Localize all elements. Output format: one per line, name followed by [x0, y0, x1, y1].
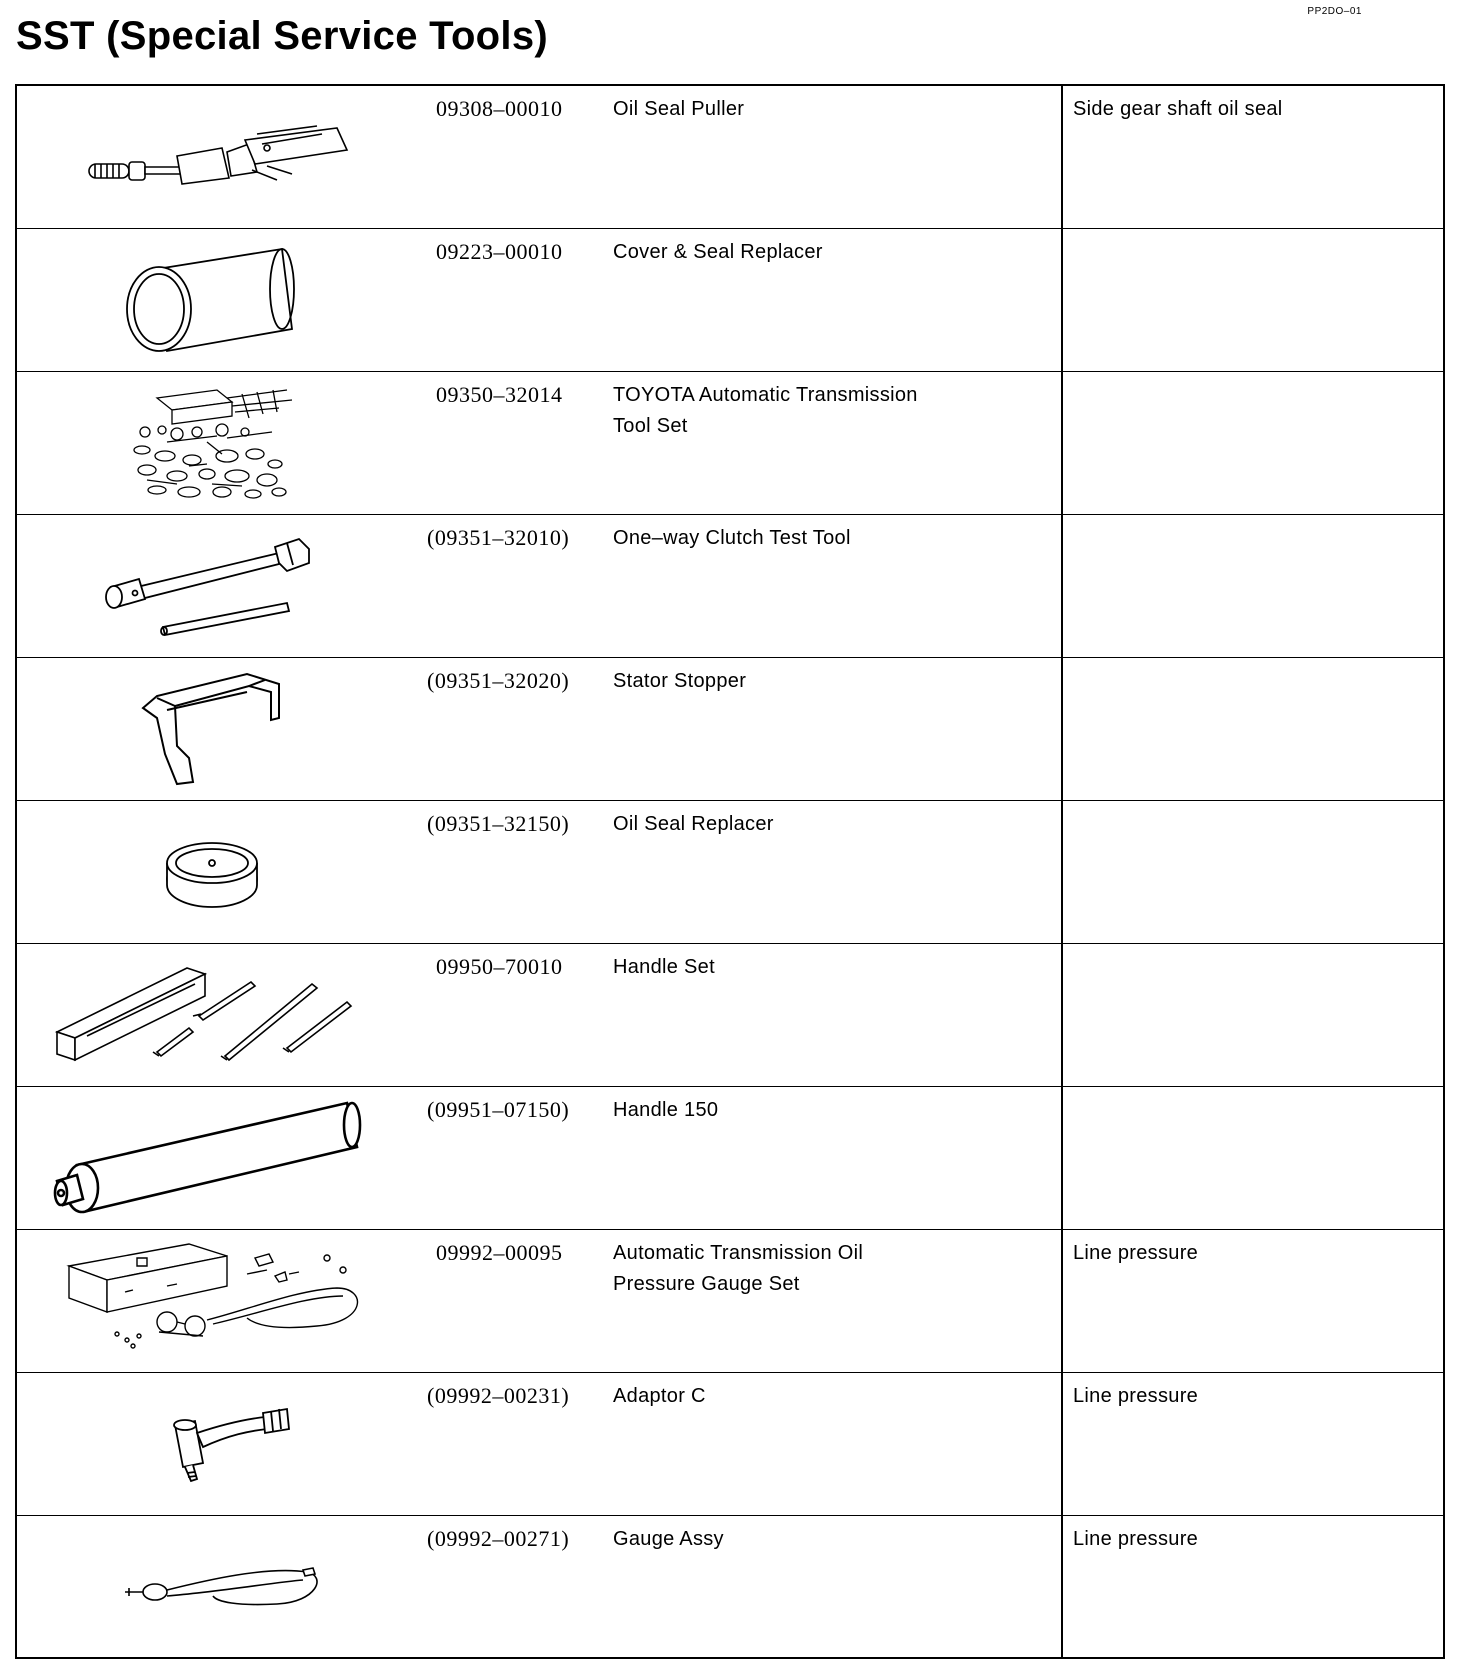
tool-name-line: Gauge Assy	[613, 1528, 724, 1550]
tool-name	[613, 809, 1053, 840]
document-code: PP2DO–01	[1307, 6, 1362, 17]
part-number: 09308–00010	[436, 96, 563, 121]
tool-row	[17, 1230, 1443, 1373]
tool-row	[17, 229, 1443, 372]
pressure-gauge-set-icon	[17, 1230, 427, 1372]
tool-row	[17, 1516, 1443, 1657]
tool-name-line: Cover & Seal Replacer	[613, 241, 823, 263]
tool-row	[17, 515, 1443, 658]
column-divider	[1061, 1516, 1063, 1657]
handle-set-icon	[17, 944, 427, 1086]
part-number: (09351–32010)	[427, 525, 570, 550]
tool-name	[613, 1238, 1053, 1300]
tool-name	[613, 1095, 1053, 1126]
tool-name-line: One–way Clutch Test Tool	[613, 527, 851, 549]
part-number: (09351–32020)	[427, 668, 570, 693]
tool-name-line: Handle 150	[613, 1099, 719, 1121]
tool-name-line: Oil Seal Replacer	[613, 813, 774, 835]
part-number: (09951–07150)	[427, 1097, 570, 1122]
tool-name-line: TOYOTA Automatic Transmission	[613, 384, 918, 406]
tool-row	[17, 944, 1443, 1087]
page-title: SST (Special Service Tools)	[16, 14, 548, 58]
tool-usage-note: Line pressure	[1073, 1528, 1199, 1550]
clutch-test-tool-icon	[17, 515, 427, 657]
tool-name	[613, 523, 1053, 554]
tool-row	[17, 372, 1443, 515]
column-divider	[1061, 658, 1063, 800]
tool-name-line: Automatic Transmission Oil	[613, 1242, 864, 1264]
part-number: 09223–00010	[436, 239, 563, 264]
tool-usage-note: Line pressure	[1073, 1242, 1199, 1264]
part-number: (09351–32150)	[427, 811, 570, 836]
handle-150-icon	[17, 1087, 427, 1229]
transmission-tool-set-icon	[17, 372, 427, 514]
tool-name	[613, 952, 1053, 983]
tool-name-line: Stator Stopper	[613, 670, 747, 692]
column-divider	[1061, 229, 1063, 371]
column-divider	[1061, 1087, 1063, 1229]
tool-row	[17, 1087, 1443, 1230]
tool-usage-note: Side gear shaft oil seal	[1073, 98, 1283, 120]
sst-table	[15, 84, 1445, 1659]
cover-seal-replacer-icon	[17, 229, 427, 371]
column-divider	[1061, 1230, 1063, 1372]
oil-seal-replacer-icon	[17, 801, 427, 943]
column-divider	[1061, 1373, 1063, 1515]
tool-name	[613, 1524, 1053, 1555]
tool-row	[17, 1373, 1443, 1516]
adaptor-c-icon	[17, 1373, 427, 1515]
column-divider	[1061, 944, 1063, 1086]
tool-name-line: Pressure Gauge Set	[613, 1273, 800, 1295]
column-divider	[1061, 372, 1063, 514]
oil-seal-puller-icon	[17, 86, 427, 228]
column-divider	[1061, 801, 1063, 943]
gauge-assy-icon	[17, 1516, 427, 1657]
tool-row	[17, 658, 1443, 801]
column-divider	[1061, 86, 1063, 228]
part-number: 09350–32014	[436, 382, 563, 407]
tool-name	[613, 237, 1053, 268]
tool-usage-note: Line pressure	[1073, 1385, 1199, 1407]
part-number: 09992–00095	[436, 1240, 563, 1265]
tool-name	[613, 666, 1053, 697]
part-number: (09992–00271)	[427, 1526, 570, 1551]
part-number: (09992–00231)	[427, 1383, 570, 1408]
tool-name-line: Handle Set	[613, 956, 715, 978]
tool-name-line: Tool Set	[613, 415, 688, 437]
tool-name-line: Oil Seal Puller	[613, 98, 745, 120]
tool-name-line: Adaptor C	[613, 1385, 706, 1407]
tool-row	[17, 801, 1443, 944]
tool-row	[17, 86, 1443, 229]
part-number: 09950–70010	[436, 954, 563, 979]
column-divider	[1061, 515, 1063, 657]
tool-name	[613, 1381, 1053, 1412]
stator-stopper-icon	[17, 658, 427, 800]
tool-name	[613, 380, 1053, 442]
tool-name	[613, 94, 1053, 125]
